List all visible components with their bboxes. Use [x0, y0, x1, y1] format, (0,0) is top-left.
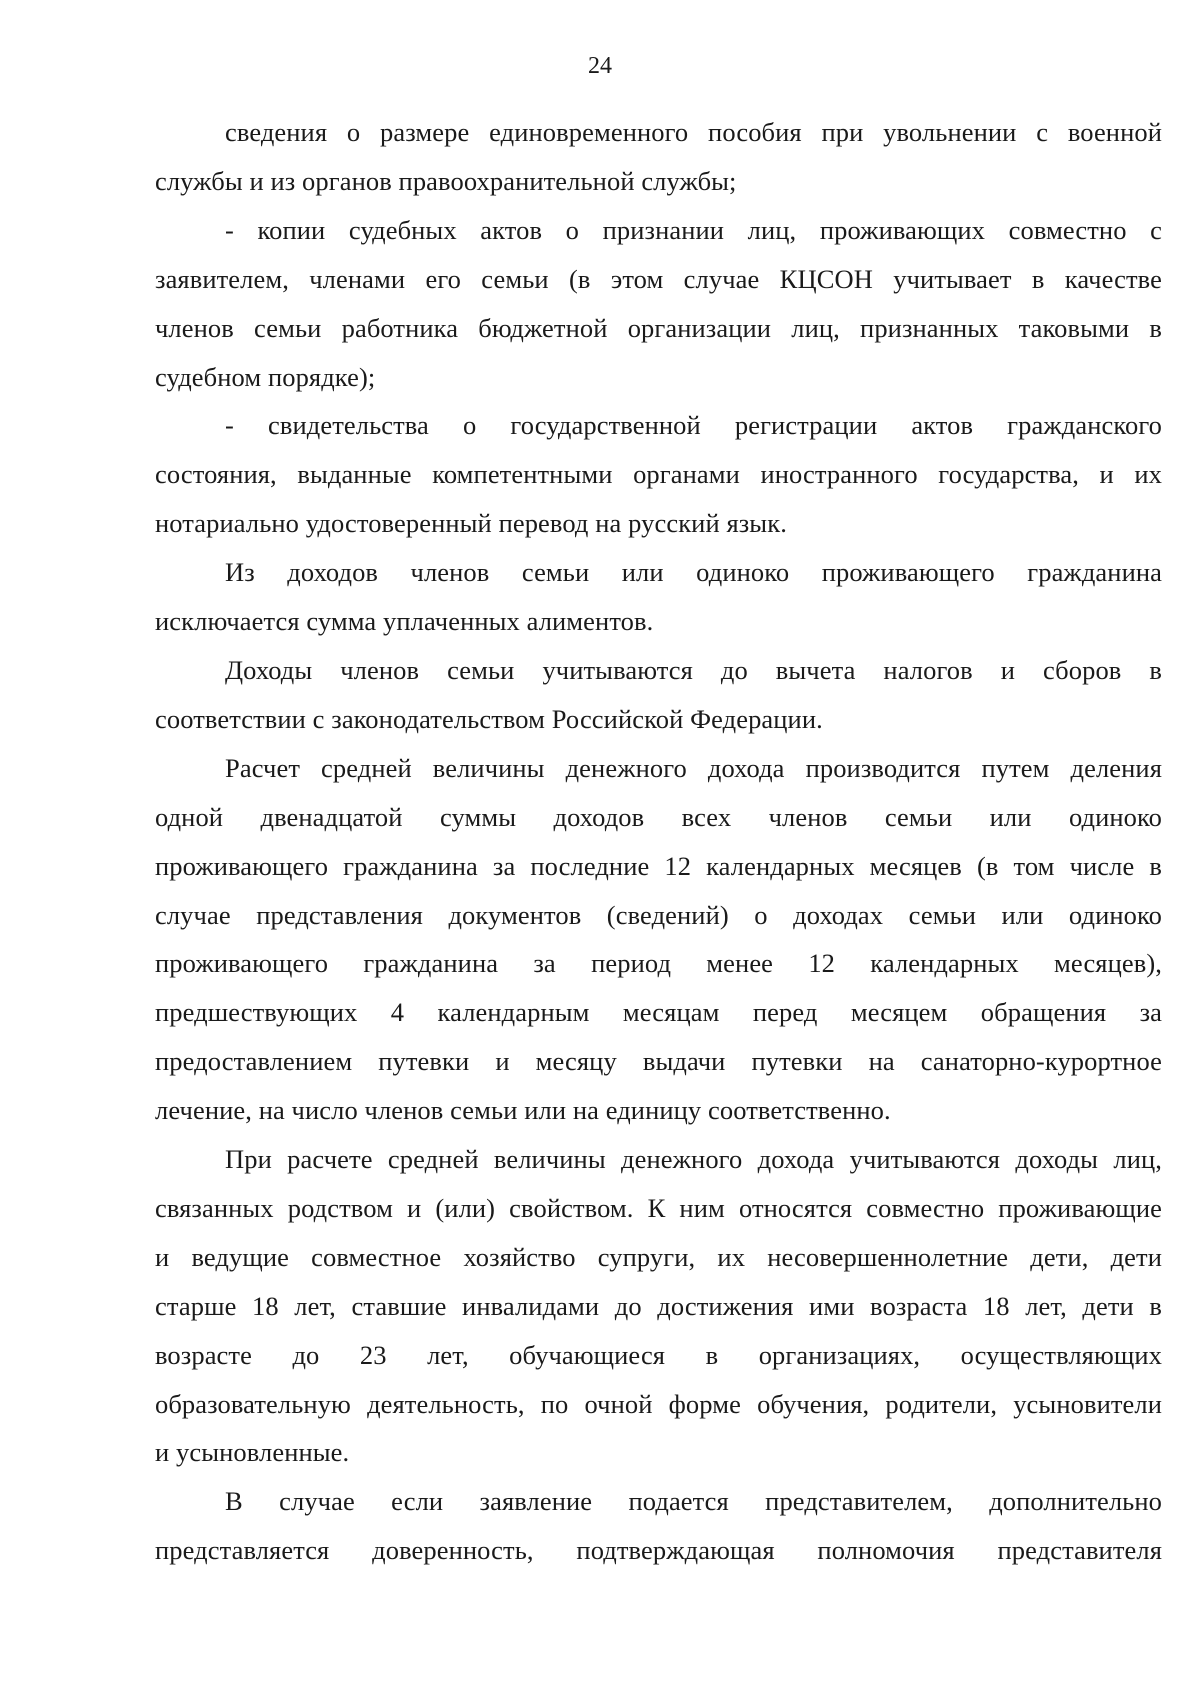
paragraph-representative [155, 1477, 1162, 1575]
text-line: Расчет средней величины денежного дохода производится путем деления [225, 752, 1162, 783]
text-line: и усыновленные. [155, 1437, 350, 1468]
text-line: и ведущие совместное хозяйство супруги, их несовершеннолетние дети, дети [155, 1241, 1162, 1272]
text-line: состояния, выданные компетентными органами иностранного государства, и их [155, 459, 1162, 490]
page-number: 24 [588, 53, 612, 79]
text-line: исключается сумма уплаченных алиментов. [155, 606, 654, 637]
text-line: судебном порядке); [155, 361, 376, 392]
paragraph-taxes [155, 646, 1162, 744]
text-line: лечение, на число членов семьи или на единицу соответственно. [155, 1095, 891, 1126]
text-line: связанных родством и (или) свойством. К ним относятся совместно проживающие [155, 1192, 1162, 1223]
paragraph-court-acts [155, 206, 1162, 402]
text-line: образовательную деятельность, по очной форме обучения, родители, усыновители [155, 1388, 1162, 1419]
text-line: В случае если заявление подается представителем, дополнительно [225, 1486, 1162, 1517]
paragraph-alimony [155, 548, 1162, 646]
text-line: - копии судебных актов о признании лиц, проживающих совместно с [225, 214, 1162, 245]
paragraph-average-income-calculation [155, 744, 1162, 1135]
text-line: Из доходов членов семьи или одиноко проживающего гражданина [225, 557, 1162, 588]
text-line: предоставлением путевки и месяцу выдачи путевки на санаторно-курортное [155, 1046, 1162, 1077]
text-line: старше 18 лет, ставшие инвалидами до достижения ими возраста 18 лет, дети в [155, 1290, 1162, 1321]
text-line: нотариально удостоверенный перевод на русский язык. [155, 508, 787, 539]
text-line: проживающего гражданина за период менее 12 календарных месяцев), [155, 948, 1162, 979]
document-body [155, 108, 1162, 1575]
paragraph-certificates [155, 401, 1162, 548]
text-line: сведения о размере единовременного пособия при увольнении с военной [225, 117, 1162, 147]
text-line: одной двенадцатой суммы доходов всех членов семьи или одиноко [155, 801, 1162, 832]
text-line: членов семьи работника бюджетной организации лиц, признанных таковыми в [155, 312, 1162, 343]
text-line: заявителем, членами его семьи (в этом случае КЦСОН учитывает в качестве [155, 263, 1162, 294]
text-line: - свидетельства о государственной регистрации актов гражданского [225, 410, 1162, 441]
paragraph-related-persons [155, 1135, 1162, 1477]
text-line: случае представления документов (сведений) о доходах семьи или одиноко [155, 899, 1162, 930]
text-line: Доходы членов семьи учитываются до вычета налогов и сборов в [225, 654, 1162, 685]
text-line: проживающего гражданина за последние 12 календарных месяцев (в том числе в [155, 850, 1162, 881]
paragraph-income-benefit [155, 108, 1162, 206]
text-line: При расчете средней величины денежного дохода учитываются доходы лиц, [225, 1144, 1162, 1175]
text-line: предшествующих 4 календарным месяцам перед месяцем обращения за [155, 997, 1162, 1028]
text-line: возрасте до 23 лет, обучающиеся в организациях, осуществляющих [155, 1339, 1162, 1370]
text-line: службы и из органов правоохранительной службы; [155, 165, 737, 196]
text-line: соответствии с законодательством Российской Федерации. [155, 703, 823, 734]
text-line: представляется доверенность, подтверждающая полномочия представителя [155, 1535, 1162, 1566]
